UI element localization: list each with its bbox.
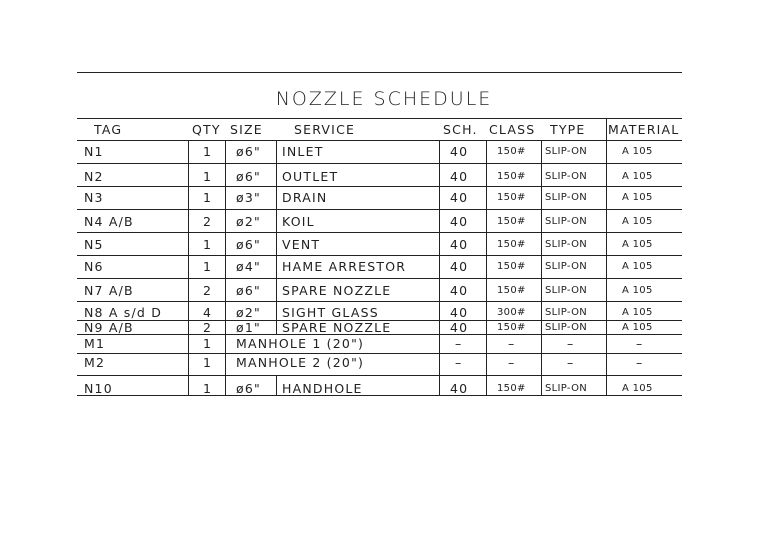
column-divider: [225, 209, 226, 232]
column-divider: [541, 278, 542, 301]
cell-material: A 105: [622, 261, 653, 272]
row-divider: [77, 186, 682, 187]
column-divider: [188, 186, 189, 209]
header-type: TYPE: [550, 122, 586, 137]
cell-material: A 105: [622, 146, 653, 157]
cell-sch: –: [455, 336, 463, 351]
cell-tag: N7 A/B: [84, 283, 134, 298]
top-border-line: [77, 72, 682, 73]
column-divider: [276, 255, 277, 278]
column-divider: [188, 278, 189, 301]
column-divider: [188, 140, 189, 163]
column-divider: [439, 353, 440, 375]
cell-service: KOIL: [282, 214, 315, 229]
column-divider: [225, 301, 226, 320]
cell-material: A 105: [622, 216, 653, 227]
column-divider: [225, 334, 226, 353]
column-divider: [541, 255, 542, 278]
cell-type: SLIP-ON: [545, 307, 588, 318]
cell-class: 300#: [497, 307, 526, 318]
column-divider: [225, 320, 226, 334]
cell-tag: N10: [84, 381, 113, 396]
column-divider: [225, 353, 226, 375]
column-divider: [188, 232, 189, 255]
cell-size: ø6": [236, 237, 261, 252]
column-divider: [439, 186, 440, 209]
column-divider: [541, 163, 542, 186]
row-divider: [77, 375, 682, 376]
header-size: SIZE: [230, 122, 263, 137]
row-divider: [77, 278, 682, 279]
cell-material: A 105: [622, 307, 653, 318]
cell-qty: 1: [203, 190, 213, 205]
column-divider: [486, 209, 487, 232]
column-divider: [541, 375, 542, 395]
header-sch: SCH.: [443, 122, 478, 137]
cell-material: A 105: [622, 285, 653, 296]
table-bottom-line: [77, 395, 682, 396]
column-divider: [606, 140, 607, 163]
cell-service: HAME ARRESTOR: [282, 259, 407, 274]
column-divider: [439, 301, 440, 320]
cell-qty: 1: [203, 381, 213, 396]
cell-qty: 2: [203, 283, 213, 298]
cell-tag: N1: [84, 144, 104, 159]
column-divider: [606, 209, 607, 232]
cell-material: A 105: [622, 171, 653, 182]
column-divider: [225, 163, 226, 186]
cell-material: –: [636, 355, 644, 370]
cell-type: SLIP-ON: [545, 322, 588, 333]
cell-service: SPARE NOZZLE: [282, 283, 392, 298]
row-divider: [77, 255, 682, 256]
header-divider: [606, 118, 607, 140]
column-divider: [225, 255, 226, 278]
cell-size: ø6": [236, 283, 261, 298]
cell-type: SLIP-ON: [545, 285, 588, 296]
column-divider: [541, 301, 542, 320]
cell-tag: N3: [84, 190, 104, 205]
cell-tag: N4 A/B: [84, 214, 134, 229]
column-divider: [541, 353, 542, 375]
row-divider: [77, 301, 682, 302]
cell-service: MANHOLE 2 (20"): [236, 355, 365, 370]
header-qty: QTY: [192, 122, 221, 137]
cell-tag: N6: [84, 259, 104, 274]
header-top-line: [77, 118, 682, 119]
cell-class: 150#: [497, 383, 526, 394]
cell-class: 150#: [497, 261, 526, 272]
cell-class: 150#: [497, 239, 526, 250]
column-divider: [439, 232, 440, 255]
column-divider: [276, 232, 277, 255]
cell-sch: 40: [450, 144, 469, 159]
cell-qty: 1: [203, 336, 213, 351]
cell-type: –: [567, 355, 575, 370]
cell-service: MANHOLE 1 (20"): [236, 336, 365, 351]
column-divider: [606, 278, 607, 301]
cell-service: SPARE NOZZLE: [282, 320, 392, 335]
row-divider: [77, 209, 682, 210]
cell-size: ø1": [236, 320, 261, 335]
column-divider: [276, 163, 277, 186]
column-divider: [225, 186, 226, 209]
cell-material: A 105: [622, 383, 653, 394]
column-divider: [486, 255, 487, 278]
column-divider: [541, 140, 542, 163]
cell-size: ø4": [236, 259, 261, 274]
column-divider: [188, 209, 189, 232]
column-divider: [486, 334, 487, 353]
cell-tag: N5: [84, 237, 104, 252]
column-divider: [225, 375, 226, 395]
cell-sch: 40: [450, 214, 469, 229]
cell-material: A 105: [622, 322, 653, 333]
cell-qty: 2: [203, 320, 213, 335]
cell-sch: 40: [450, 190, 469, 205]
column-divider: [439, 209, 440, 232]
column-divider: [439, 140, 440, 163]
column-divider: [541, 334, 542, 353]
column-divider: [541, 186, 542, 209]
cell-type: –: [567, 336, 575, 351]
column-divider: [188, 301, 189, 320]
cell-service: OUTLET: [282, 169, 339, 184]
cell-tag: M2: [84, 355, 106, 370]
cell-sch: 40: [450, 237, 469, 252]
cell-tag: M1: [84, 336, 106, 351]
cell-class: 150#: [497, 216, 526, 227]
cell-tag: N9 A/B: [84, 320, 134, 335]
cell-service: SIGHT GLASS: [282, 305, 379, 320]
cell-size: ø2": [236, 305, 261, 320]
cell-size: ø6": [236, 169, 261, 184]
cell-qty: 4: [203, 305, 213, 320]
row-divider: [77, 232, 682, 233]
cell-size: ø6": [236, 144, 261, 159]
column-divider: [188, 255, 189, 278]
column-divider: [276, 278, 277, 301]
cell-material: A 105: [622, 192, 653, 203]
column-divider: [606, 255, 607, 278]
cell-qty: 1: [203, 144, 213, 159]
cell-service: HANDHOLE: [282, 381, 363, 396]
column-divider: [276, 186, 277, 209]
cell-service: VENT: [282, 237, 321, 252]
cell-type: SLIP-ON: [545, 216, 588, 227]
column-divider: [541, 232, 542, 255]
column-divider: [606, 186, 607, 209]
header-service: SERVICE: [294, 122, 356, 137]
cell-type: SLIP-ON: [545, 239, 588, 250]
column-divider: [276, 140, 277, 163]
column-divider: [486, 140, 487, 163]
column-divider: [486, 320, 487, 334]
column-divider: [276, 209, 277, 232]
cell-tag: N2: [84, 169, 104, 184]
column-divider: [188, 375, 189, 395]
cell-qty: 1: [203, 259, 213, 274]
column-divider: [486, 353, 487, 375]
column-divider: [606, 353, 607, 375]
column-divider: [225, 278, 226, 301]
cell-type: SLIP-ON: [545, 261, 588, 272]
row-divider: [77, 163, 682, 164]
column-divider: [225, 232, 226, 255]
column-divider: [486, 186, 487, 209]
column-divider: [606, 163, 607, 186]
column-divider: [486, 375, 487, 395]
cell-material: A 105: [622, 239, 653, 250]
cell-sch: 40: [450, 320, 469, 335]
header-tag: TAG: [94, 122, 123, 137]
column-divider: [439, 334, 440, 353]
column-divider: [486, 232, 487, 255]
cell-type: SLIP-ON: [545, 146, 588, 157]
cell-class: –: [508, 336, 516, 351]
cell-class: 150#: [497, 192, 526, 203]
cell-qty: 1: [203, 169, 213, 184]
column-divider: [188, 320, 189, 334]
column-divider: [606, 375, 607, 395]
column-divider: [486, 163, 487, 186]
column-divider: [188, 163, 189, 186]
column-divider: [276, 375, 277, 395]
cell-sch: –: [455, 355, 463, 370]
header-bottom-line: [77, 140, 682, 141]
header-material: MATERIAL: [608, 122, 680, 137]
column-divider: [606, 320, 607, 334]
column-divider: [439, 278, 440, 301]
cell-qty: 1: [203, 237, 213, 252]
cell-sch: 40: [450, 259, 469, 274]
column-divider: [486, 278, 487, 301]
cell-type: SLIP-ON: [545, 383, 588, 394]
column-divider: [439, 320, 440, 334]
column-divider: [541, 209, 542, 232]
column-divider: [439, 163, 440, 186]
cell-size: ø2": [236, 214, 261, 229]
column-divider: [486, 301, 487, 320]
column-divider: [276, 301, 277, 320]
cell-type: SLIP-ON: [545, 171, 588, 182]
cell-size: ø3": [236, 190, 261, 205]
cell-tag: N8 A s/d D: [84, 305, 163, 320]
cell-size: ø6": [236, 381, 261, 396]
cell-class: 150#: [497, 171, 526, 182]
header-class: CLASS: [489, 122, 536, 137]
cell-class: –: [508, 355, 516, 370]
column-divider: [188, 334, 189, 353]
cell-service: INLET: [282, 144, 324, 159]
column-divider: [188, 353, 189, 375]
cell-material: –: [636, 336, 644, 351]
column-divider: [439, 375, 440, 395]
column-divider: [439, 255, 440, 278]
column-divider: [606, 301, 607, 320]
cell-class: 150#: [497, 285, 526, 296]
cell-sch: 40: [450, 305, 469, 320]
column-divider: [276, 320, 277, 334]
cell-class: 150#: [497, 146, 526, 157]
cell-sch: 40: [450, 283, 469, 298]
cell-service: DRAIN: [282, 190, 328, 205]
cell-sch: 40: [450, 381, 469, 396]
schedule-title: NOZZLE SCHEDULE: [275, 88, 493, 110]
cell-qty: 1: [203, 355, 213, 370]
cell-sch: 40: [450, 169, 469, 184]
column-divider: [606, 334, 607, 353]
row-divider: [77, 353, 682, 354]
column-divider: [225, 140, 226, 163]
cell-class: 150#: [497, 322, 526, 333]
cell-qty: 2: [203, 214, 213, 229]
column-divider: [541, 320, 542, 334]
cell-type: SLIP-ON: [545, 192, 588, 203]
column-divider: [606, 232, 607, 255]
